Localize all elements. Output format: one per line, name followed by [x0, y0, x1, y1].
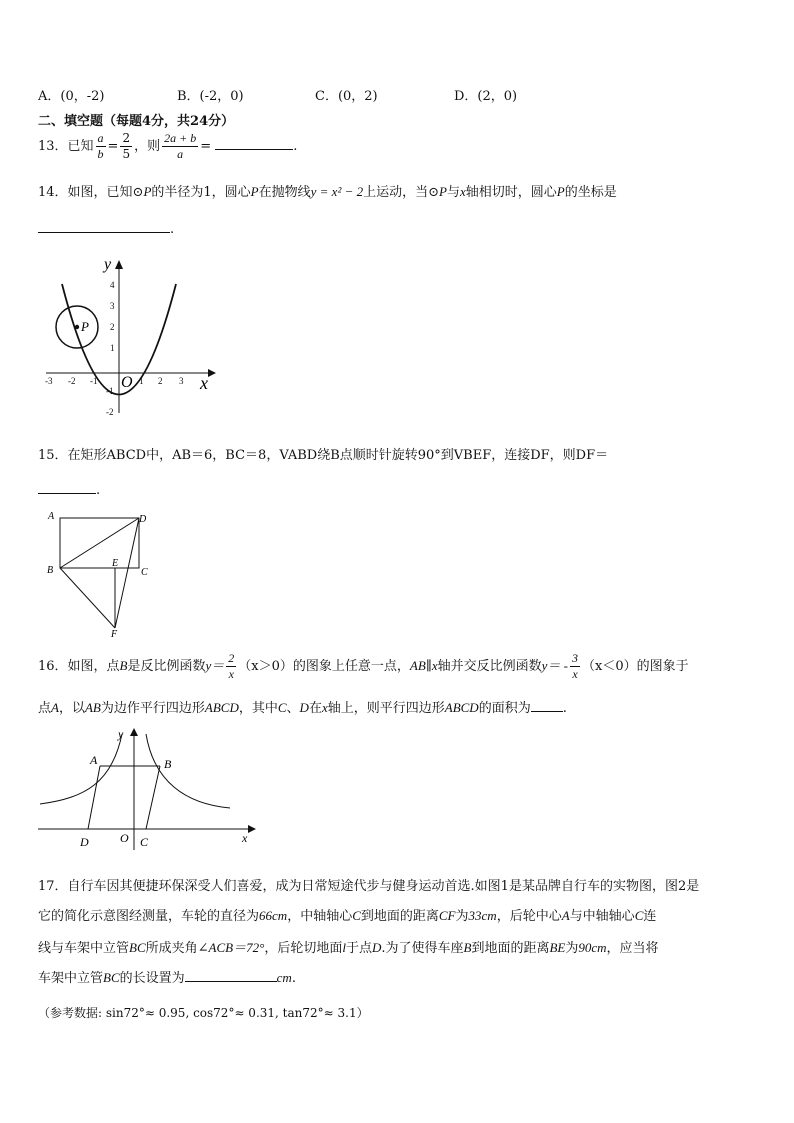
- ytick-1: 1: [110, 343, 115, 353]
- parabola-formula: y = x² − 2: [310, 184, 364, 199]
- q13-end: .: [293, 139, 298, 154]
- label-a: A: [90, 753, 98, 767]
- question-16-line-1: 16．如图，点B是反比例函数y＝ $\frac{2}{x}$ （x＞0）的图象上任意一点，AB∥x轴并交反比例函数y＝ - $\frac{3}{x}$ （x＜0）的图象于: [38, 651, 689, 681]
- question-17-line-2: 它的简化示意图经测量，车轮的直径为66cm，中轴轴心C到地面的距离CF为33cm，后轮中心A与中轴轴心C连: [38, 908, 657, 924]
- ytick-2: 2: [110, 322, 115, 332]
- question-17-line-1: 17．自行车因其便捷环保深受人们喜爱，成为日常短途代步与健身运动首选.如图1是某品牌自行车的实物图，图2是: [38, 879, 700, 894]
- label-f: F: [111, 629, 118, 640]
- question-14: 14．如图，已知⊙P的半径为1，圆心P在抛物线y = x² − 2上运动，当⊙P与x轴相切时，圆心P的坐标是: [38, 184, 617, 200]
- question-17-line-4: 车架中立管BC的长设置为 cm.: [38, 970, 296, 986]
- figure-15-rectangle: [44, 506, 164, 640]
- q13-eq2: =: [200, 139, 212, 154]
- answer-blank-17[interactable]: [185, 969, 277, 982]
- answer-blank-14[interactable]: [38, 220, 170, 233]
- label-o: O: [120, 831, 129, 845]
- ytick-n1: -1: [106, 386, 114, 396]
- label-b: B: [47, 565, 54, 576]
- choice-b: B．(-2，0): [177, 89, 244, 104]
- xtick-n2: -2: [68, 376, 76, 386]
- segment-bc: [146, 766, 160, 829]
- y-axis-arrow: [115, 260, 123, 269]
- answer-blank-16[interactable]: [531, 699, 563, 712]
- answer-blank-15[interactable]: [38, 481, 96, 494]
- fraction-a-over-b: $\frac{a}{b}$: [97, 131, 104, 161]
- question-13: [38, 131, 297, 162]
- q13-mid: ，则: [134, 139, 161, 154]
- x-axis-arrow: [248, 825, 256, 833]
- choice-a: A．(0，-2): [38, 89, 105, 104]
- diagonal-bd: [60, 518, 139, 568]
- segment-ad: [88, 766, 100, 829]
- point-p-label: P: [81, 319, 89, 334]
- q13-prefix: 13．已知: [38, 139, 94, 154]
- ytick-n2: -2: [106, 407, 114, 417]
- xtick-2: 2: [158, 376, 163, 386]
- fraction-2-over-x: $\frac{2}{x}$: [228, 651, 235, 681]
- label-a: A: [48, 511, 55, 522]
- label-d: D: [80, 835, 89, 849]
- ytick-3: 3: [110, 301, 115, 311]
- section-title: 二、填空题（每题4分，共24分）: [38, 114, 235, 129]
- xtick-n3: -3: [45, 376, 53, 386]
- choice-d: D．(2，0): [454, 89, 518, 104]
- fraction-expression: $\frac{2a + b}{a}$: [164, 131, 197, 161]
- reference-data: （参考数据: sin72°≈ 0.95, cos72°≈ 0.31, tan72°≈ 3.1）: [38, 1006, 369, 1020]
- segment-df: [115, 518, 139, 628]
- label-c: C: [141, 567, 148, 578]
- choice-c: C．(0，2): [315, 89, 378, 104]
- label-c: C: [140, 835, 149, 849]
- label-e: E: [112, 558, 119, 569]
- x-axis-arrow: [208, 369, 216, 377]
- y-axis-arrow: [130, 728, 138, 736]
- answer-line-14: .: [38, 220, 174, 237]
- xtick-1: 1: [139, 376, 144, 386]
- q13-eq: =: [107, 139, 119, 154]
- y-axis-label: y: [104, 256, 112, 273]
- origin-label: O: [121, 374, 133, 391]
- figure-16-hyperbola: [36, 724, 266, 856]
- fraction-3-over-x: $\frac{3}{x}$: [571, 651, 578, 681]
- question-17-line-3: 线与车架中立管BC所成夹角∠ACB＝72°，后轮切地面l于点D.为了使得车座B到地面的距离BE为90cm，应当将: [38, 940, 659, 956]
- answer-line-15: .: [38, 481, 100, 498]
- ytick-4: 4: [110, 280, 115, 290]
- question-16-line-2: 点A，以AB为边作平行四边形ABCD，其中C、D在x轴上，则平行四边形ABCD的面积为 .: [38, 700, 567, 716]
- answer-blank-13[interactable]: [215, 137, 293, 150]
- xtick-3: 3: [179, 376, 184, 386]
- label-d: D: [139, 514, 147, 525]
- label-b: B: [164, 757, 172, 771]
- xtick-n1: -1: [90, 376, 98, 386]
- x-axis-label: x: [200, 373, 208, 393]
- left-hyperbola: [40, 734, 122, 804]
- segment-bf: [60, 568, 115, 628]
- label-x: x: [242, 831, 248, 845]
- fraction-2-over-5: $\frac{2}{5}$: [122, 131, 131, 161]
- center-dot: [75, 325, 79, 329]
- question-15: 15．在矩形ABCD中，AB＝6，BC＝8，VABD绕B点顺时针旋转90°到VBEF，连接DF，则DF＝: [38, 448, 609, 463]
- figure-14-parabola: [40, 255, 220, 425]
- label-y: y: [118, 727, 124, 741]
